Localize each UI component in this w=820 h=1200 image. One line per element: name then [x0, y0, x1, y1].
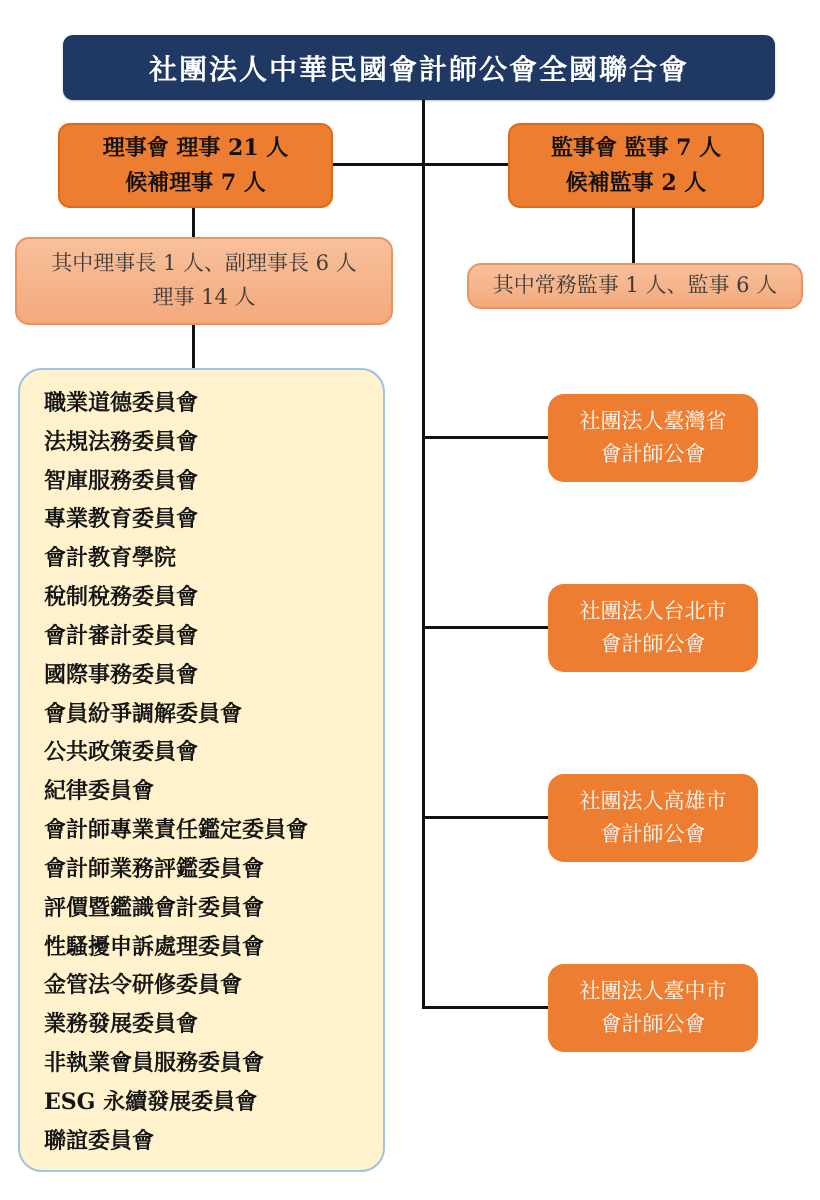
connector-branch-association-2: [422, 626, 548, 629]
committee-item: 會計師專業責任鑑定委員會: [44, 817, 309, 844]
committee-item: ESG 永續發展委員會: [44, 1088, 258, 1115]
association-line2: 會計師公會: [600, 1012, 706, 1036]
committee-item: 聯誼委員會: [44, 1127, 155, 1154]
committee-item: 性騷擾申訴處理委員會: [44, 933, 265, 960]
connector-branch-association-1: [422, 436, 548, 439]
connector-directors-to-detail: [192, 208, 195, 237]
connector-detail-to-committees: [192, 325, 195, 368]
committee-item: 會計教育學院: [44, 545, 177, 572]
directors-detail-node: [15, 237, 393, 325]
committee-item: 會員紛爭調解委員會: [44, 700, 243, 727]
committee-item: 公共政策委員會: [44, 739, 199, 766]
association-line1: 社團法人臺中市: [579, 979, 727, 1004]
board-of-supervisors-node: [508, 123, 764, 208]
directors-detail-line2: 理事 14 人: [152, 285, 256, 309]
committee-item: 評價暨鑑識會計委員會: [44, 894, 265, 921]
connector-supervisors-to-detail: [632, 207, 635, 263]
association-node-taipei-city: [548, 584, 758, 672]
association-line2: 會計師公會: [600, 822, 706, 846]
committee-item: 國際事務委員會: [44, 661, 199, 688]
committee-item: 稅制稅務委員會: [44, 584, 199, 611]
board-of-supervisors-line1: 監事會 監事 7 人: [550, 135, 722, 162]
org-title-label: 社團法人中華民國會計師公會全國聯合會: [148, 52, 689, 86]
org-title: [63, 35, 775, 100]
committee-item: 智庫服務委員會: [44, 467, 199, 494]
board-of-directors-node: [58, 123, 333, 208]
connector-branch-association-3: [422, 816, 548, 819]
committee-item: 會計師業務評鑑委員會: [44, 855, 265, 882]
committee-item: 法規法務委員會: [44, 428, 199, 455]
connector-boards-horizontal: [333, 163, 508, 166]
committee-item: 專業教育委員會: [44, 506, 199, 533]
association-node-kaohsiung-city: [548, 774, 758, 862]
connector-branch-association-4: [422, 1006, 548, 1009]
supervisors-detail-line1: 其中常務監事 1 人、監事 6 人: [492, 273, 778, 298]
committee-item: 非執業會員服務委員會: [44, 1050, 265, 1077]
directors-detail-line1: 其中理事長 1 人、副理事長 6 人: [51, 251, 357, 276]
committee-item: 會計審計委員會: [44, 622, 199, 649]
association-line1: 社團法人高雄市: [579, 789, 727, 814]
board-of-directors-line2: 候補理事 7 人: [125, 169, 266, 196]
committee-item: 紀律委員會: [44, 778, 155, 805]
committee-item: 職業道德委員會: [44, 390, 199, 416]
association-line1: 社團法人臺灣省: [579, 409, 727, 434]
board-of-supervisors-line2: 候補監事 2 人: [565, 169, 707, 196]
committees-panel: [18, 368, 385, 1172]
committee-item: 業務發展委員會: [44, 1011, 199, 1038]
association-line2: 會計師公會: [600, 632, 706, 656]
association-line1: 社團法人台北市: [579, 599, 727, 624]
committee-item: 金管法令研修委員會: [44, 972, 243, 999]
association-node-taichung-city: [548, 964, 758, 1052]
supervisors-detail-node: [467, 263, 803, 309]
association-line2: 會計師公會: [600, 442, 706, 466]
board-of-directors-line1: 理事會 理事 21 人: [102, 135, 289, 162]
connector-trunk-vertical: [422, 100, 425, 1009]
association-node-taiwan-province: [548, 394, 758, 482]
